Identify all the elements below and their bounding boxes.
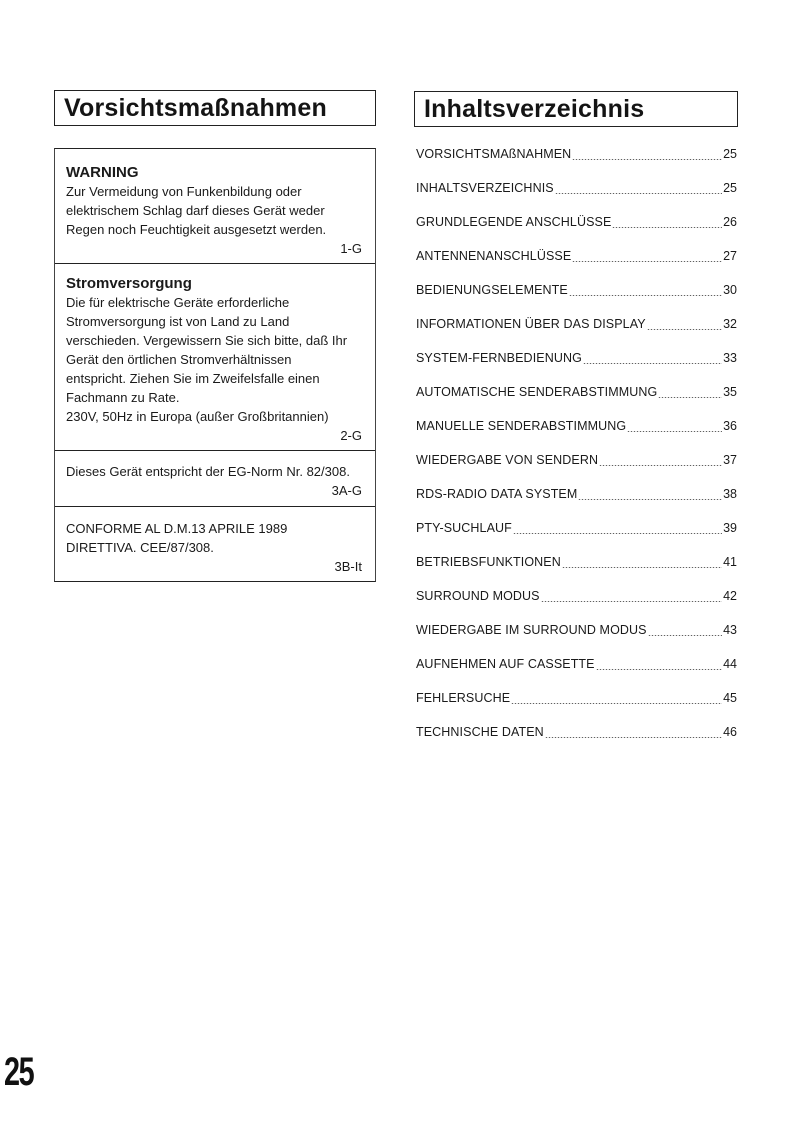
toc-entry-page: 30 (723, 283, 737, 297)
power-supply-heading: Stromversorgung (66, 275, 192, 292)
toc-entry (416, 579, 737, 613)
toc-dot-leader (596, 669, 722, 670)
toc-entry-page: 44 (723, 657, 737, 671)
warning-line: Regen noch Feuchtigkeit ausgesetzt werden. (66, 222, 327, 237)
power-supply-line: verschieden. Vergewissern Sie sich bitte, daß Ihr (66, 333, 348, 348)
toc-dot-leader (578, 499, 722, 500)
toc-entry (416, 613, 737, 647)
power-supply-line: Gerät den örtlichen Stromverhältnissen (66, 352, 292, 367)
toc-entry-page: 32 (723, 317, 737, 331)
contents-title-text: Inhaltsverzeichnis (424, 94, 645, 123)
toc-dot-leader (648, 635, 723, 636)
toc-entry-label: TECHNISCHE DATEN (416, 725, 544, 739)
toc-entry-page: 42 (723, 589, 737, 603)
toc-entry-label: WIEDERGABE IM SURROUND MODUS (416, 623, 647, 637)
toc-dot-leader (513, 533, 722, 534)
toc-dot-leader (545, 737, 722, 738)
dm-conformity-line: CONFORME AL D.M.13 APRILE 1989 (66, 521, 288, 536)
toc-dot-leader (658, 397, 722, 398)
toc-entry-label: PTY-SUCHLAUF (416, 521, 512, 535)
toc-dot-leader (627, 431, 722, 432)
precautions-title (54, 90, 376, 126)
power-supply-line: 230V, 50Hz in Europa (außer Großbritannien) (66, 409, 329, 424)
toc-entry-label: BETRIEBSFUNKTIONEN (416, 555, 561, 569)
warning-code: 1-G (340, 241, 362, 256)
toc-entry (416, 273, 737, 307)
page-number: 25 (4, 1050, 34, 1094)
toc-dot-leader (511, 703, 722, 704)
notices-panel (54, 148, 376, 582)
toc-entry-page: 43 (723, 623, 737, 637)
toc-entry-label: FEHLERSUCHE (416, 691, 511, 705)
power-supply-code: 2-G (340, 428, 362, 443)
toc-dot-leader (555, 193, 722, 194)
toc-entry (416, 239, 737, 273)
toc-dot-leader (612, 227, 722, 228)
toc-dot-leader (569, 295, 722, 296)
toc-entry-label: SURROUND MODUS (416, 589, 540, 603)
toc-entry-page: 39 (723, 521, 737, 535)
toc-entry (416, 137, 737, 171)
toc-entry (416, 341, 737, 375)
eg-norm-code: 3A-G (331, 483, 362, 498)
power-supply-notice (55, 263, 375, 450)
toc-entry (416, 681, 737, 715)
toc-entry-label: GRUNDLEGENDE ANSCHLÜSSE (416, 215, 612, 229)
contents-title (414, 91, 738, 127)
toc-entry-page: 46 (723, 725, 737, 739)
toc-dot-leader (647, 329, 722, 330)
toc-entry-page: 33 (723, 351, 737, 365)
dm-conformity-code: 3B-It (334, 559, 362, 574)
power-supply-line: Die für elektrische Geräte erforderliche (66, 295, 290, 310)
toc-entry-page: 27 (723, 249, 737, 263)
toc-entry-page: 41 (723, 555, 737, 569)
toc-entry (416, 647, 737, 681)
toc-entry (416, 545, 737, 579)
toc-entry (416, 205, 737, 239)
toc-dot-leader (572, 261, 722, 262)
toc-entry (416, 477, 737, 511)
toc-entry-page: 37 (723, 453, 737, 467)
toc-dot-leader (599, 465, 722, 466)
table-of-contents (416, 137, 737, 749)
toc-entry-label: INHALTSVERZEICHNIS (416, 181, 554, 195)
toc-entry (416, 171, 737, 205)
warning-notice (55, 149, 375, 263)
toc-entry-page: 36 (723, 419, 737, 433)
toc-entry-page: 45 (723, 691, 737, 705)
toc-dot-leader (541, 601, 722, 602)
toc-entry-page: 25 (723, 147, 737, 161)
warning-line: Zur Vermeidung von Funkenbildung oder (66, 184, 302, 199)
toc-entry (416, 409, 737, 443)
toc-entry-label: ANTENNENANSCHLÜSSE (416, 249, 572, 263)
toc-entry (416, 443, 737, 477)
eg-norm-notice (55, 450, 375, 506)
power-supply-line: Stromversorgung ist von Land zu Land (66, 314, 290, 329)
dm-conformity-notice (55, 506, 375, 581)
toc-entry-page: 35 (723, 385, 737, 399)
toc-entry (416, 375, 737, 409)
toc-entry-label: WIEDERGABE VON SENDERN (416, 453, 599, 467)
toc-entry-label: BEDIENUNGSELEMENTE (416, 283, 568, 297)
toc-dot-leader (583, 363, 722, 364)
precautions-title-text: Vorsichtsmaßnahmen (64, 93, 327, 122)
eg-norm-line: Dieses Gerät entspricht der EG-Norm Nr. 82/308. (66, 464, 350, 479)
power-supply-line: entspricht. Ziehen Sie im Zweifelsfalle einen (66, 371, 320, 386)
toc-entry (416, 307, 737, 341)
toc-entry (416, 715, 737, 749)
toc-entry-page: 38 (723, 487, 737, 501)
toc-entry-page: 26 (723, 215, 737, 229)
toc-dot-leader (562, 567, 722, 568)
warning-line: elektrischem Schlag darf dieses Gerät weder (66, 203, 325, 218)
toc-entry-label: SYSTEM-FERNBEDIENUNG (416, 351, 582, 365)
toc-entry-page: 25 (723, 181, 737, 195)
power-supply-line: Fachmann zu Rate. (66, 390, 180, 405)
toc-entry-label: MANUELLE SENDERABSTIMMUNG (416, 419, 627, 433)
toc-entry (416, 511, 737, 545)
toc-entry-label: AUTOMATISCHE SENDERABSTIMMUNG (416, 385, 658, 399)
toc-entry-label: INFORMATIONEN ÜBER DAS DISPLAY (416, 317, 646, 331)
dm-conformity-line: DIRETTIVA. CEE/87/308. (66, 540, 214, 555)
toc-entry-label: VORSICHTSMAßNAHMEN (416, 147, 572, 161)
toc-entry-label: AUFNEHMEN AUF CASSETTE (416, 657, 595, 671)
toc-entry-label: RDS-RADIO DATA SYSTEM (416, 487, 578, 501)
toc-dot-leader (572, 159, 722, 160)
warning-heading: WARNING (66, 164, 139, 181)
